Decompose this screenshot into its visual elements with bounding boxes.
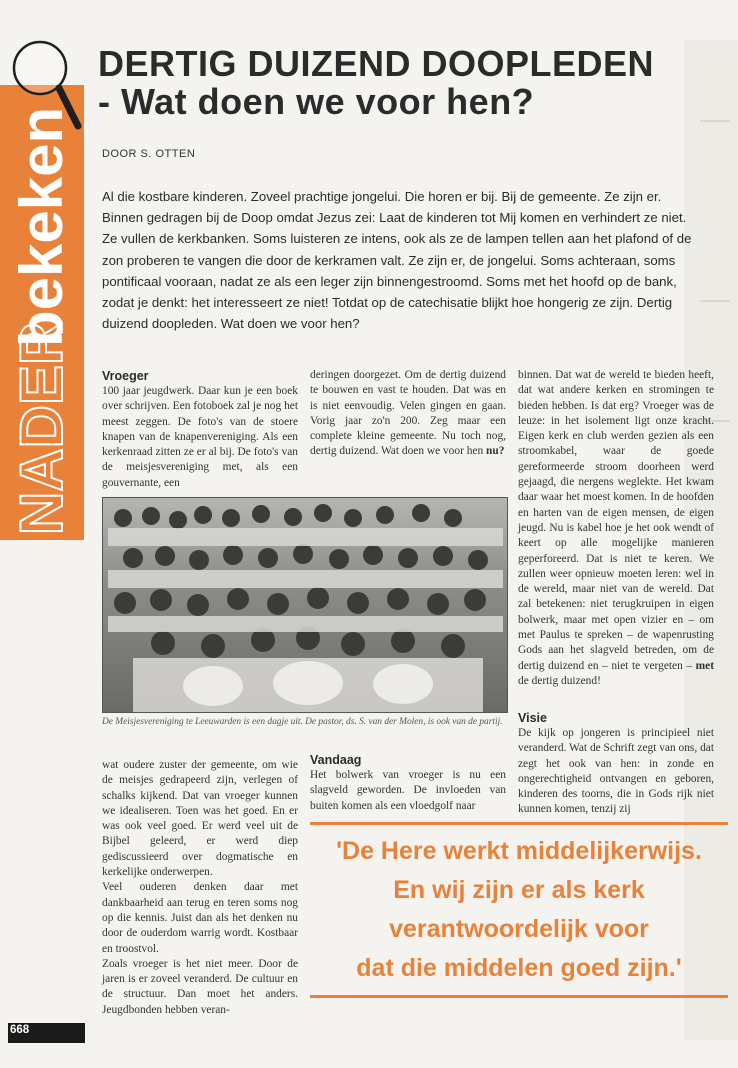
banner-word-bold: bekeken — [8, 106, 75, 347]
column-1-text: 100 jaar jeugdwerk. Daar kun je een boek over schrijven. Een fotoboek zal je nog het meest zeggen. De foto's van de stoere knapen van de knapenvereniging. Als een kerkenraad zitten ze er al bij. De foto's van de meisjesvereniging met, als een gouvernante, een — [102, 385, 298, 489]
pullquote-line-1: 'De Here werkt middelijkerwijs. — [336, 837, 702, 865]
column-3 — [518, 368, 714, 689]
pullquote-rule-bottom — [310, 995, 728, 998]
section-banner-graphic — [0, 85, 84, 540]
pullquote — [310, 832, 728, 988]
column-2-continued — [310, 752, 506, 814]
column-2-emphasis: nu? — [486, 445, 505, 458]
column-3-paragraph — [518, 368, 714, 689]
photo-caption: De Meisjesvereniging te Leeuwarden is een dagje uit. De pastor, ds. S. van der Molen, is ook van de partij. — [102, 717, 503, 727]
pullquote-line-2: En wij zijn er als kerk — [393, 876, 645, 904]
column-3b-text: De kijk op jongeren is principieel niet veranderd. Wat de Schrift zegt van ons, dat zegt het ook van hen: in zonde en ongerechtigheid ontvangen en geboren, kinderen des toorns, die in Gods rijk niet kunnen komen, tenzij zij — [518, 727, 714, 816]
column-3-continued — [518, 710, 714, 818]
column-1b-para-3: Zoals vroeger is het niet meer. Door de jaren is er zoveel veranderd. De cultuur en de structuur. Dan moet het anders. Jeugdbonden hebben veran- — [102, 957, 298, 1016]
section-heading-vandaag: Vandaag — [310, 753, 362, 767]
pullquote-rule-top — [310, 822, 728, 825]
bleed-line — [700, 120, 730, 122]
title-line-1: DERTIG DUIZEND DOOPLEDEN — [98, 43, 655, 84]
pullquote-line-3: verantwoordelijk voor — [389, 915, 649, 943]
section-heading-visie: Visie — [518, 711, 547, 725]
column-3-text-b: de dertig duizend! — [518, 674, 601, 687]
intro-paragraph: Al die kostbare kinderen. Zoveel prachtige jongelui. Die horen er bij. Bij de gemeente. Ze zijn er. Binnen gedragen bij de Doop omdat Jezus zei: Laat de kinderen tot Mij komen en verhindert ze niet. Ze vullen de kerkbanken. Soms luisteren ze intens, ook als ze de lampen tellen aan het plafond of de zon proberen te vangen die door de kerkramen valt. Ze zijn er, de jongelui. Soms achteraan, soms pontificaal vooraan, nadat ze als een leger zijn binnengestroomd. Soms met het hoofd op de bank, zodat je denkt: het interesseert ze niet! Totdat op de catechisatie blijkt hoe hongerig ze zijn. Dertig duizend doopleden. Wat doen we voor hen? — [102, 189, 692, 332]
column-2-paragraph — [310, 368, 506, 460]
column-2 — [310, 368, 506, 460]
column-2-text: deringen doorgezet. Om de dertig duizend te bouwen en vast te houden. Dat was en is niet eenvoudig. Velen gingen en gaan. Vorig jaar zo'n 200. Zeg maar een complete kleine gemeente. Nu toch nog, dertig duizend. Wat doen we voor hen — [310, 369, 506, 458]
column-1b-para-2: Veel ouderen denken daar met dankbaarheid aan terug en teren soms nog op die kennis. Juist dan als het denken nu door de ouderdom warrig wordt. Kostbaar en troostvol. — [102, 881, 298, 955]
column-1 — [102, 368, 298, 491]
column-1b-para-1: wat oudere zuster der gemeente, om wie de meisjes gedrapeerd zijn, verlegen of schalks kijkend. Dat van vroeger kunnen we idealiseren. Toen was het goed. En er was ook veel goed. Er werd veel uit de Bijbel geleerd, er werd diep gediscussieerd over dogmatische en kerkelijke onderwerpen. — [102, 759, 298, 879]
banner-word-outline: NADER — [8, 321, 75, 535]
page-number: 668 — [10, 1024, 30, 1036]
magnifier-icon — [2, 28, 86, 133]
bleed-line — [700, 300, 730, 302]
section-banner — [0, 85, 84, 540]
column-3-emphasis: met — [695, 659, 714, 672]
group-photo-image — [103, 498, 507, 712]
byline: DOOR S. OTTEN — [102, 148, 196, 160]
section-banner-word — [0, 85, 84, 540]
column-3-text-a: binnen. Dat wat de wereld te bieden heeft, dat wat andere kerken en stromingen te bieden hebben. Is dat erg? Vroeger was de leuze: in het isolement ligt onze kracht. Eigen kerk en club werden gezien als een stroomkabel, waar de goede gereformeerde stroom doorheen werd gejaagd, die nergens weglekte. Het kwam daar waar het moest komen. In de hoofden en harten van de eigen mensen, de eigen jeugd. Nu is kabel hoe je het ook wendt of keert op alle mogelijke manieren geperforeerd. Dat is niet te keren. We zullen weer opnieuw moeten leren: wel in de wereld, maar niet van de wereld. Dat zal betekenen: niet terugkruipen in eigen bolwerk, maar met open vizier en – om met Paulus te spreken – de wapenrusting Gods aan het slagveld betreden, om de dertig duizend en – niet te vergeten – — [518, 369, 714, 672]
column-1-continued — [102, 758, 298, 1018]
section-heading-vroeger: Vroeger — [102, 369, 149, 383]
group-photo — [102, 497, 508, 713]
article-title — [98, 45, 654, 121]
column-2b-text: Het bolwerk van vroeger is nu een slagveld geworden. De invloeden van buiten komen als een vloedgolf naar — [310, 769, 506, 812]
title-line-2: - Wat doen we voor hen? — [98, 81, 535, 122]
pullquote-line-4: dat die middelen goed zijn.' — [356, 954, 682, 982]
